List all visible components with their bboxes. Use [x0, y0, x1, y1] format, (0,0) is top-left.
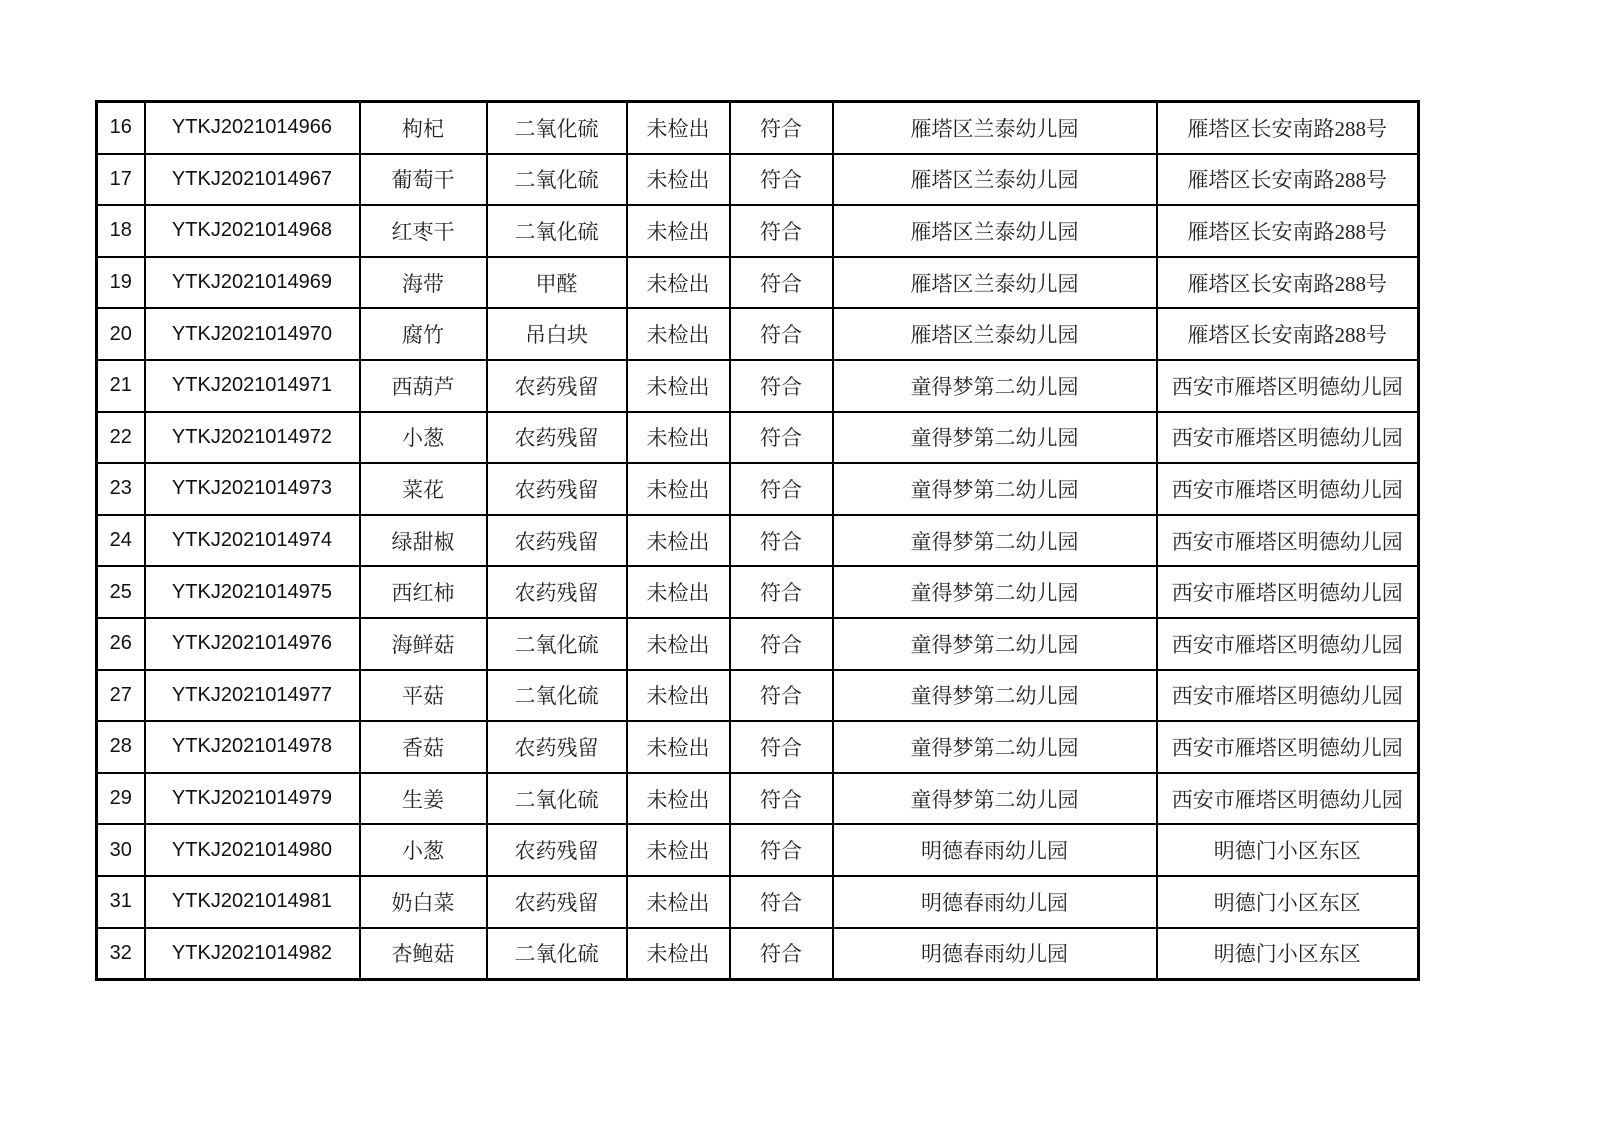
table-row — [97, 515, 1419, 567]
cell-test-item: 甲醛 — [487, 257, 627, 309]
cell-result: 未检出 — [627, 773, 730, 825]
cell-result: 未检出 — [627, 412, 730, 464]
cell-sample-id: YTKJ2021014975 — [145, 566, 360, 618]
cell-test-item: 农药残留 — [487, 721, 627, 773]
cell-address: 雁塔区长安南路288号 — [1157, 154, 1419, 206]
cell-sample-name: 香菇 — [360, 721, 487, 773]
cell-sample-id: YTKJ2021014982 — [145, 928, 360, 980]
cell-result: 未检出 — [627, 360, 730, 412]
cell-sample-name: 小葱 — [360, 824, 487, 876]
cell-sample-name: 小葱 — [360, 412, 487, 464]
cell-address: 西安市雁塔区明德幼儿园 — [1157, 566, 1419, 618]
cell-sampled-unit: 雁塔区兰泰幼儿园 — [833, 154, 1157, 206]
cell-address: 雁塔区长安南路288号 — [1157, 308, 1419, 360]
cell-row-number: 19 — [97, 257, 145, 309]
cell-sampled-unit: 雁塔区兰泰幼儿园 — [833, 308, 1157, 360]
cell-sample-name: 枸杞 — [360, 102, 487, 154]
cell-test-item: 二氧化硫 — [487, 928, 627, 980]
cell-sampled-unit: 明德春雨幼儿园 — [833, 928, 1157, 980]
cell-test-item: 农药残留 — [487, 824, 627, 876]
cell-sampled-unit: 童得梦第二幼儿园 — [833, 360, 1157, 412]
cell-sample-id: YTKJ2021014974 — [145, 515, 360, 567]
cell-row-number: 26 — [97, 618, 145, 670]
cell-sample-name: 杏鲍菇 — [360, 928, 487, 980]
cell-address: 雁塔区长安南路288号 — [1157, 102, 1419, 154]
cell-sample-name: 西红柿 — [360, 566, 487, 618]
cell-sampled-unit: 童得梦第二幼儿园 — [833, 566, 1157, 618]
cell-test-item: 农药残留 — [487, 360, 627, 412]
cell-address: 明德门小区东区 — [1157, 824, 1419, 876]
cell-row-number: 21 — [97, 360, 145, 412]
cell-row-number: 23 — [97, 463, 145, 515]
cell-sample-id: YTKJ2021014972 — [145, 412, 360, 464]
cell-sample-name: 葡萄干 — [360, 154, 487, 206]
cell-conclusion: 符合 — [730, 824, 833, 876]
cell-sample-id: YTKJ2021014971 — [145, 360, 360, 412]
cell-row-number: 28 — [97, 721, 145, 773]
cell-sample-id: YTKJ2021014976 — [145, 618, 360, 670]
cell-sample-id: YTKJ2021014969 — [145, 257, 360, 309]
cell-address: 雁塔区长安南路288号 — [1157, 257, 1419, 309]
cell-conclusion: 符合 — [730, 257, 833, 309]
cell-address: 西安市雁塔区明德幼儿园 — [1157, 773, 1419, 825]
cell-conclusion: 符合 — [730, 205, 833, 257]
cell-sampled-unit: 明德春雨幼儿园 — [833, 876, 1157, 928]
table-row — [97, 566, 1419, 618]
cell-result: 未检出 — [627, 257, 730, 309]
cell-sample-id: YTKJ2021014970 — [145, 308, 360, 360]
cell-conclusion: 符合 — [730, 618, 833, 670]
cell-row-number: 20 — [97, 308, 145, 360]
cell-sample-id: YTKJ2021014978 — [145, 721, 360, 773]
cell-conclusion: 符合 — [730, 102, 833, 154]
cell-result: 未检出 — [627, 463, 730, 515]
cell-test-item: 农药残留 — [487, 876, 627, 928]
table-row — [97, 154, 1419, 206]
cell-result: 未检出 — [627, 566, 730, 618]
cell-conclusion: 符合 — [730, 154, 833, 206]
cell-sampled-unit: 雁塔区兰泰幼儿园 — [833, 102, 1157, 154]
cell-sample-id: YTKJ2021014980 — [145, 824, 360, 876]
cell-conclusion: 符合 — [730, 928, 833, 980]
cell-test-item: 农药残留 — [487, 515, 627, 567]
cell-result: 未检出 — [627, 154, 730, 206]
table-row — [97, 928, 1419, 980]
inspection-results-table — [95, 100, 1420, 981]
cell-conclusion: 符合 — [730, 308, 833, 360]
cell-address: 西安市雁塔区明德幼儿园 — [1157, 515, 1419, 567]
cell-sample-name: 绿甜椒 — [360, 515, 487, 567]
cell-address: 西安市雁塔区明德幼儿园 — [1157, 360, 1419, 412]
cell-sample-id: YTKJ2021014979 — [145, 773, 360, 825]
cell-result: 未检出 — [627, 670, 730, 722]
cell-test-item: 吊白块 — [487, 308, 627, 360]
cell-conclusion: 符合 — [730, 876, 833, 928]
cell-result: 未检出 — [627, 308, 730, 360]
cell-result: 未检出 — [627, 721, 730, 773]
cell-sampled-unit: 童得梦第二幼儿园 — [833, 463, 1157, 515]
cell-sampled-unit: 童得梦第二幼儿园 — [833, 773, 1157, 825]
cell-result: 未检出 — [627, 876, 730, 928]
cell-conclusion: 符合 — [730, 670, 833, 722]
cell-address: 雁塔区长安南路288号 — [1157, 205, 1419, 257]
table-row — [97, 824, 1419, 876]
cell-sampled-unit: 童得梦第二幼儿园 — [833, 721, 1157, 773]
cell-sample-name: 平菇 — [360, 670, 487, 722]
cell-sample-id: YTKJ2021014977 — [145, 670, 360, 722]
cell-sample-id: YTKJ2021014973 — [145, 463, 360, 515]
cell-sample-name: 红枣干 — [360, 205, 487, 257]
cell-sampled-unit: 童得梦第二幼儿园 — [833, 670, 1157, 722]
table-body — [97, 102, 1419, 980]
table-row — [97, 876, 1419, 928]
cell-test-item: 二氧化硫 — [487, 773, 627, 825]
cell-test-item: 二氧化硫 — [487, 670, 627, 722]
cell-conclusion: 符合 — [730, 360, 833, 412]
cell-conclusion: 符合 — [730, 515, 833, 567]
cell-address: 明德门小区东区 — [1157, 928, 1419, 980]
table-row — [97, 308, 1419, 360]
cell-sample-name: 海鲜菇 — [360, 618, 487, 670]
table-row — [97, 412, 1419, 464]
cell-sampled-unit: 雁塔区兰泰幼儿园 — [833, 257, 1157, 309]
cell-sampled-unit: 童得梦第二幼儿园 — [833, 515, 1157, 567]
cell-sample-id: YTKJ2021014968 — [145, 205, 360, 257]
cell-sample-name: 菜花 — [360, 463, 487, 515]
cell-result: 未检出 — [627, 515, 730, 567]
table-row — [97, 257, 1419, 309]
cell-sampled-unit: 童得梦第二幼儿园 — [833, 618, 1157, 670]
cell-address: 西安市雁塔区明德幼儿园 — [1157, 721, 1419, 773]
cell-row-number: 27 — [97, 670, 145, 722]
cell-address: 西安市雁塔区明德幼儿园 — [1157, 618, 1419, 670]
cell-conclusion: 符合 — [730, 721, 833, 773]
table-row — [97, 102, 1419, 154]
cell-address: 西安市雁塔区明德幼儿园 — [1157, 412, 1419, 464]
cell-test-item: 二氧化硫 — [487, 102, 627, 154]
cell-sample-name: 海带 — [360, 257, 487, 309]
cell-row-number: 32 — [97, 928, 145, 980]
cell-sample-name: 生姜 — [360, 773, 487, 825]
cell-row-number: 31 — [97, 876, 145, 928]
table-row — [97, 205, 1419, 257]
cell-address: 西安市雁塔区明德幼儿园 — [1157, 463, 1419, 515]
cell-row-number: 18 — [97, 205, 145, 257]
table-row — [97, 463, 1419, 515]
cell-sampled-unit: 明德春雨幼儿园 — [833, 824, 1157, 876]
cell-row-number: 17 — [97, 154, 145, 206]
table-row — [97, 773, 1419, 825]
table-row — [97, 721, 1419, 773]
cell-row-number: 24 — [97, 515, 145, 567]
cell-result: 未检出 — [627, 618, 730, 670]
table-row — [97, 670, 1419, 722]
cell-address: 明德门小区东区 — [1157, 876, 1419, 928]
cell-row-number: 25 — [97, 566, 145, 618]
table-row — [97, 618, 1419, 670]
cell-result: 未检出 — [627, 928, 730, 980]
cell-test-item: 二氧化硫 — [487, 205, 627, 257]
cell-sample-id: YTKJ2021014966 — [145, 102, 360, 154]
cell-row-number: 22 — [97, 412, 145, 464]
table-row — [97, 360, 1419, 412]
cell-conclusion: 符合 — [730, 566, 833, 618]
cell-result: 未检出 — [627, 205, 730, 257]
cell-sample-name: 奶白菜 — [360, 876, 487, 928]
cell-test-item: 农药残留 — [487, 566, 627, 618]
cell-conclusion: 符合 — [730, 463, 833, 515]
cell-conclusion: 符合 — [730, 773, 833, 825]
cell-row-number: 16 — [97, 102, 145, 154]
cell-test-item: 农药残留 — [487, 412, 627, 464]
cell-sample-name: 西葫芦 — [360, 360, 487, 412]
cell-test-item: 二氧化硫 — [487, 154, 627, 206]
cell-sample-id: YTKJ2021014981 — [145, 876, 360, 928]
cell-row-number: 30 — [97, 824, 145, 876]
cell-row-number: 29 — [97, 773, 145, 825]
cell-address: 西安市雁塔区明德幼儿园 — [1157, 670, 1419, 722]
cell-sampled-unit: 童得梦第二幼儿园 — [833, 412, 1157, 464]
cell-sample-name: 腐竹 — [360, 308, 487, 360]
cell-result: 未检出 — [627, 102, 730, 154]
cell-test-item: 农药残留 — [487, 463, 627, 515]
cell-sample-id: YTKJ2021014967 — [145, 154, 360, 206]
cell-test-item: 二氧化硫 — [487, 618, 627, 670]
cell-conclusion: 符合 — [730, 412, 833, 464]
cell-sampled-unit: 雁塔区兰泰幼儿园 — [833, 205, 1157, 257]
cell-result: 未检出 — [627, 824, 730, 876]
